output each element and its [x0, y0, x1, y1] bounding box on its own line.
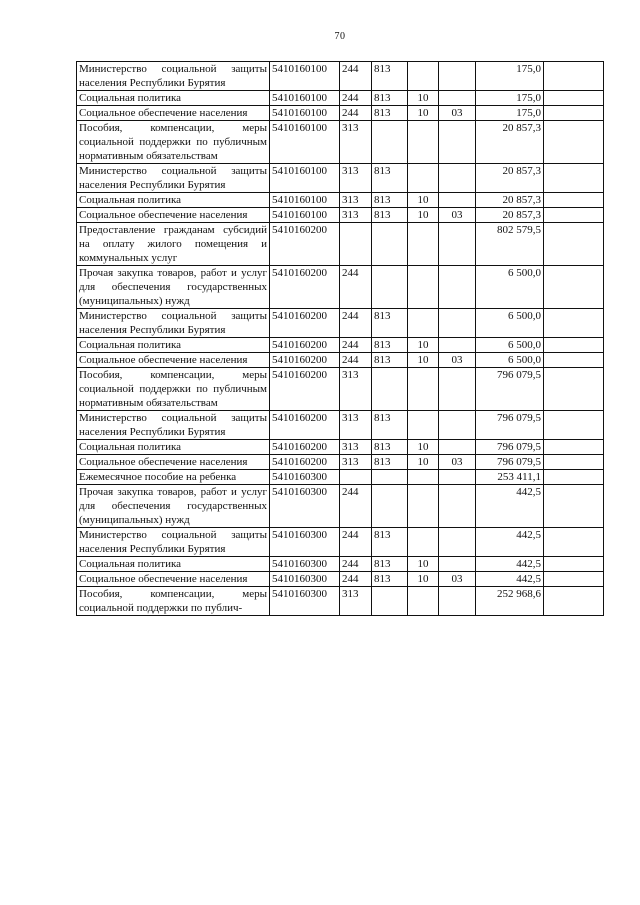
empty-cell — [544, 572, 604, 587]
empty-cell — [544, 411, 604, 440]
amount-cell: 175,0 — [476, 106, 544, 121]
administrator-code-cell: 813 — [372, 353, 408, 368]
empty-cell — [544, 440, 604, 455]
section-cell — [408, 62, 439, 91]
administrator-code-cell: 813 — [372, 106, 408, 121]
administrator-code-cell — [372, 587, 408, 616]
subsection-cell — [439, 470, 476, 485]
table-row — [77, 455, 604, 470]
subsection-cell: 03 — [439, 455, 476, 470]
administrator-code-cell: 813 — [372, 528, 408, 557]
expense-name-cell: Министерство социальной защиты населения Республики Бурятия — [77, 528, 270, 557]
amount-cell: 175,0 — [476, 62, 544, 91]
target-article-cell: 5410160100 — [270, 62, 340, 91]
subsection-cell — [439, 440, 476, 455]
target-article-cell: 5410160300 — [270, 557, 340, 572]
amount-cell: 442,5 — [476, 528, 544, 557]
expense-type-cell: 313 — [340, 121, 372, 164]
expense-name-cell: Пособия, компенсации, меры социальной поддержки по публичным нормативным обязательствам — [77, 368, 270, 411]
table-row — [77, 440, 604, 455]
subsection-cell — [439, 411, 476, 440]
table-body — [77, 62, 604, 616]
empty-cell — [544, 587, 604, 616]
subsection-cell — [439, 164, 476, 193]
section-cell: 10 — [408, 440, 439, 455]
amount-cell: 6 500,0 — [476, 338, 544, 353]
section-cell: 10 — [408, 557, 439, 572]
subsection-cell: 03 — [439, 106, 476, 121]
expense-type-cell: 244 — [340, 485, 372, 528]
expense-name-cell: Социальное обеспечение населения — [77, 208, 270, 223]
section-cell: 10 — [408, 572, 439, 587]
expense-type-cell: 313 — [340, 440, 372, 455]
subsection-cell — [439, 528, 476, 557]
administrator-code-cell: 813 — [372, 440, 408, 455]
empty-cell — [544, 208, 604, 223]
section-cell — [408, 587, 439, 616]
section-cell — [408, 223, 439, 266]
amount-cell: 802 579,5 — [476, 223, 544, 266]
target-article-cell: 5410160100 — [270, 193, 340, 208]
section-cell: 10 — [408, 455, 439, 470]
expense-name-cell: Министерство социальной защиты населения Республики Бурятия — [77, 62, 270, 91]
table-row — [77, 411, 604, 440]
table-row — [77, 470, 604, 485]
amount-cell: 796 079,5 — [476, 368, 544, 411]
section-cell — [408, 470, 439, 485]
administrator-code-cell: 813 — [372, 164, 408, 193]
table-row — [77, 164, 604, 193]
empty-cell — [544, 164, 604, 193]
amount-cell: 442,5 — [476, 485, 544, 528]
administrator-code-cell: 813 — [372, 208, 408, 223]
empty-cell — [544, 106, 604, 121]
empty-cell — [544, 528, 604, 557]
expense-type-cell: 313 — [340, 193, 372, 208]
administrator-code-cell — [372, 266, 408, 309]
section-cell — [408, 528, 439, 557]
section-cell — [408, 485, 439, 528]
expense-type-cell: 313 — [340, 455, 372, 470]
amount-cell: 6 500,0 — [476, 266, 544, 309]
administrator-code-cell: 813 — [372, 572, 408, 587]
expense-name-cell: Социальное обеспечение населения — [77, 455, 270, 470]
subsection-cell — [439, 485, 476, 528]
expense-type-cell: 313 — [340, 208, 372, 223]
section-cell — [408, 309, 439, 338]
target-article-cell: 5410160200 — [270, 266, 340, 309]
table-row — [77, 528, 604, 557]
section-cell — [408, 121, 439, 164]
target-article-cell: 5410160300 — [270, 528, 340, 557]
expense-name-cell: Социальная политика — [77, 557, 270, 572]
expense-type-cell: 313 — [340, 587, 372, 616]
amount-cell: 6 500,0 — [476, 353, 544, 368]
expense-name-cell: Социальная политика — [77, 193, 270, 208]
empty-cell — [544, 485, 604, 528]
administrator-code-cell: 813 — [372, 557, 408, 572]
section-cell: 10 — [408, 91, 439, 106]
expense-type-cell: 313 — [340, 411, 372, 440]
table-row — [77, 223, 604, 266]
amount-cell: 175,0 — [476, 91, 544, 106]
subsection-cell — [439, 266, 476, 309]
amount-cell: 20 857,3 — [476, 121, 544, 164]
subsection-cell — [439, 338, 476, 353]
expense-name-cell: Социальное обеспечение населения — [77, 572, 270, 587]
empty-cell — [544, 455, 604, 470]
target-article-cell: 5410160200 — [270, 309, 340, 338]
administrator-code-cell: 813 — [372, 91, 408, 106]
empty-cell — [544, 193, 604, 208]
administrator-code-cell: 813 — [372, 62, 408, 91]
amount-cell: 20 857,3 — [476, 208, 544, 223]
page-number: 70 — [334, 31, 346, 42]
empty-cell — [544, 121, 604, 164]
empty-cell — [544, 223, 604, 266]
expense-type-cell: 244 — [340, 309, 372, 338]
expense-name-cell: Социальная политика — [77, 338, 270, 353]
expense-name-cell: Министерство социальной защиты населения Республики Бурятия — [77, 164, 270, 193]
section-cell — [408, 164, 439, 193]
subsection-cell — [439, 309, 476, 338]
section-cell: 10 — [408, 338, 439, 353]
target-article-cell: 5410160200 — [270, 440, 340, 455]
table-row — [77, 572, 604, 587]
empty-cell — [544, 266, 604, 309]
amount-cell: 796 079,5 — [476, 455, 544, 470]
expense-type-cell: 244 — [340, 62, 372, 91]
expense-type-cell: 313 — [340, 368, 372, 411]
administrator-code-cell: 813 — [372, 193, 408, 208]
subsection-cell — [439, 121, 476, 164]
empty-cell — [544, 338, 604, 353]
subsection-cell — [439, 62, 476, 91]
expense-name-cell: Социальное обеспечение населения — [77, 106, 270, 121]
amount-cell: 442,5 — [476, 572, 544, 587]
expense-name-cell: Министерство социальной защиты населения Республики Бурятия — [77, 411, 270, 440]
expense-type-cell: 244 — [340, 338, 372, 353]
target-article-cell: 5410160100 — [270, 121, 340, 164]
administrator-code-cell — [372, 470, 408, 485]
expense-type-cell: 244 — [340, 106, 372, 121]
empty-cell — [544, 368, 604, 411]
subsection-cell — [439, 193, 476, 208]
table-row — [77, 587, 604, 616]
empty-cell — [544, 353, 604, 368]
target-article-cell: 5410160200 — [270, 455, 340, 470]
expense-type-cell: 244 — [340, 528, 372, 557]
expense-name-cell: Социальная политика — [77, 91, 270, 106]
table-row — [77, 338, 604, 353]
section-cell: 10 — [408, 353, 439, 368]
target-article-cell: 5410160100 — [270, 208, 340, 223]
section-cell: 10 — [408, 193, 439, 208]
expense-type-cell: 244 — [340, 572, 372, 587]
amount-cell: 6 500,0 — [476, 309, 544, 338]
target-article-cell: 5410160300 — [270, 587, 340, 616]
target-article-cell: 5410160100 — [270, 91, 340, 106]
target-article-cell: 5410160100 — [270, 164, 340, 193]
administrator-code-cell: 813 — [372, 338, 408, 353]
amount-cell: 796 079,5 — [476, 440, 544, 455]
expense-name-cell: Прочая закупка товаров, работ и услуг для обеспечения государственных (муниципальных) нужд — [77, 266, 270, 309]
table-row — [77, 557, 604, 572]
administrator-code-cell — [372, 223, 408, 266]
expense-name-cell: Министерство социальной защиты населения Республики Бурятия — [77, 309, 270, 338]
expense-name-cell: Ежемесячное пособие на ребенка — [77, 470, 270, 485]
expense-type-cell — [340, 470, 372, 485]
subsection-cell: 03 — [439, 572, 476, 587]
table-row — [77, 121, 604, 164]
table-row — [77, 106, 604, 121]
table-row — [77, 91, 604, 106]
expense-type-cell: 313 — [340, 164, 372, 193]
target-article-cell: 5410160200 — [270, 223, 340, 266]
expense-name-cell: Пособия, компенсации, меры социальной поддержки по публичным нормативным обязательствам — [77, 121, 270, 164]
empty-cell — [544, 91, 604, 106]
administrator-code-cell: 813 — [372, 411, 408, 440]
expense-type-cell: 244 — [340, 266, 372, 309]
expense-type-cell: 244 — [340, 353, 372, 368]
administrator-code-cell: 813 — [372, 309, 408, 338]
target-article-cell: 5410160100 — [270, 106, 340, 121]
empty-cell — [544, 309, 604, 338]
target-article-cell: 5410160200 — [270, 411, 340, 440]
expense-type-cell: 244 — [340, 91, 372, 106]
target-article-cell: 5410160200 — [270, 353, 340, 368]
empty-cell — [544, 62, 604, 91]
expense-name-cell: Предоставление гражданам субсидий на оплату жилого помещения и коммунальных услуг — [77, 223, 270, 266]
target-article-cell: 5410160200 — [270, 368, 340, 411]
target-article-cell: 5410160300 — [270, 470, 340, 485]
subsection-cell — [439, 223, 476, 266]
amount-cell: 442,5 — [476, 557, 544, 572]
administrator-code-cell: 813 — [372, 455, 408, 470]
subsection-cell — [439, 91, 476, 106]
target-article-cell: 5410160200 — [270, 338, 340, 353]
amount-cell: 20 857,3 — [476, 193, 544, 208]
subsection-cell — [439, 557, 476, 572]
subsection-cell: 03 — [439, 208, 476, 223]
administrator-code-cell — [372, 368, 408, 411]
table-row — [77, 485, 604, 528]
amount-cell: 796 079,5 — [476, 411, 544, 440]
expense-type-cell: 244 — [340, 557, 372, 572]
empty-cell — [544, 557, 604, 572]
empty-cell — [544, 470, 604, 485]
table-row — [77, 266, 604, 309]
table-row — [77, 353, 604, 368]
expense-name-cell: Социальная политика — [77, 440, 270, 455]
target-article-cell: 5410160300 — [270, 572, 340, 587]
subsection-cell: 03 — [439, 353, 476, 368]
table-row — [77, 309, 604, 338]
budget-table — [76, 61, 604, 616]
expense-name-cell: Прочая закупка товаров, работ и услуг для обеспечения государственных (муниципальных) нужд — [77, 485, 270, 528]
amount-cell: 252 968,6 — [476, 587, 544, 616]
table-row — [77, 208, 604, 223]
section-cell — [408, 368, 439, 411]
table-row — [77, 62, 604, 91]
table-row — [77, 193, 604, 208]
administrator-code-cell — [372, 485, 408, 528]
amount-cell: 20 857,3 — [476, 164, 544, 193]
amount-cell: 253 411,1 — [476, 470, 544, 485]
subsection-cell — [439, 587, 476, 616]
subsection-cell — [439, 368, 476, 411]
expense-name-cell: Пособия, компенсации, меры социальной поддержки по публич- — [77, 587, 270, 616]
expense-name-cell: Социальное обеспечение населения — [77, 353, 270, 368]
section-cell — [408, 266, 439, 309]
table-row — [77, 368, 604, 411]
administrator-code-cell — [372, 121, 408, 164]
section-cell: 10 — [408, 106, 439, 121]
expense-type-cell — [340, 223, 372, 266]
section-cell: 10 — [408, 208, 439, 223]
target-article-cell: 5410160300 — [270, 485, 340, 528]
section-cell — [408, 411, 439, 440]
